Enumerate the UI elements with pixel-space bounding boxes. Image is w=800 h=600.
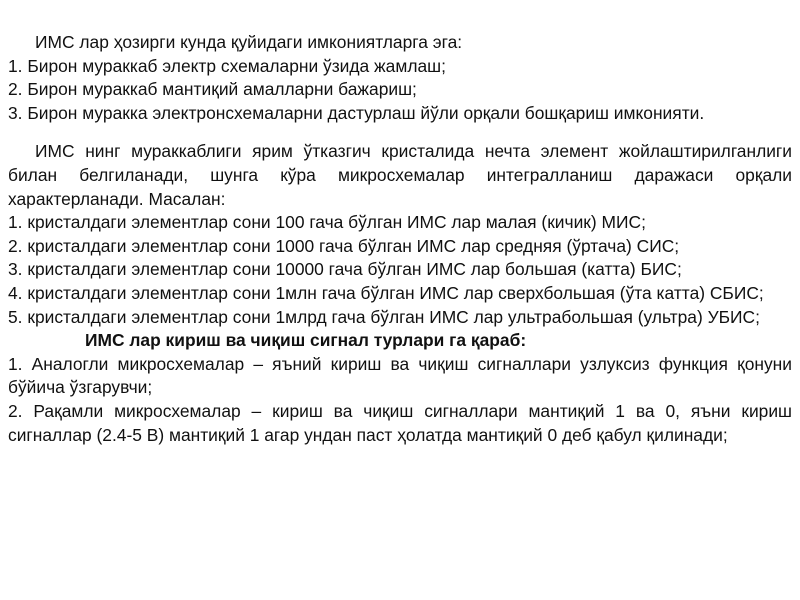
document-body <box>8 31 792 447</box>
integration-item-3: 3. кристалдаги элементлар сони 10000 гача бўлган ИМС лар большая (катта) БИС; <box>8 259 682 280</box>
signal-type-item-1: 1. Аналогли микросхемалар – яъний кириш ва чиқиш сигналлари узлуксиз функция қонуни бўйича ўзгарувчи; <box>8 353 792 398</box>
integration-intro: ИМС нинг мураккаблиги ярим ўтказгич кристалида нечта элемент жойлаштирилганлиги билан белгиланади, шунга кўра микросхемалар интегралланиш даражаси орқали характерланади. Масалан: <box>8 141 792 209</box>
paragraph-gap <box>8 125 792 140</box>
capability-item-2: 2. Бирон мураккаб мантиқий амалларни бажариш; <box>8 79 417 100</box>
capability-item-1: 1. Бирон мураккаб электр схемаларни ўзида жамлаш; <box>8 55 446 76</box>
integration-item-1: 1. кристалдаги элементлар сони 100 гача бўлган ИМС лар малая (кичик) МИС; <box>8 212 646 233</box>
capabilities-intro: ИМС лар ҳозирги кунда қуйидаги имкониятларга эга: <box>35 32 463 52</box>
signal-type-item-2: 2. Рақамли микросхемалар – кириш ва чиқиш сигналлари мантиқий 1 ва 0, яъни кириш сигналлар (2.4-5 В) мантиқий 1 агар ундан паст ҳолатда мантиқий 0 деб қабул қилинади; <box>8 400 792 445</box>
capability-item-3: 3. Бирон муракка электронсхемаларни дастурлаш йўли орқали бошқариш имконияти. <box>8 102 705 123</box>
signal-types-heading: ИМС лар кириш ва чиқиш сигнал турлари га қараб: <box>85 330 527 351</box>
integration-item-2: 2. кристалдаги элементлар сони 1000 гача бўлган ИМС лар средняя (ўртача) СИС; <box>8 235 680 256</box>
integration-item-5: 5. кристалдаги элементлар сони 1млрд гача бўлган ИМС лар ультрабольшая (ультра) УБИС; <box>8 306 760 327</box>
integration-item-4: 4. кристалдаги элементлар сони 1млн гача бўлган ИМС лар сверхбольшая (ўта катта) СБИС; <box>8 282 764 303</box>
